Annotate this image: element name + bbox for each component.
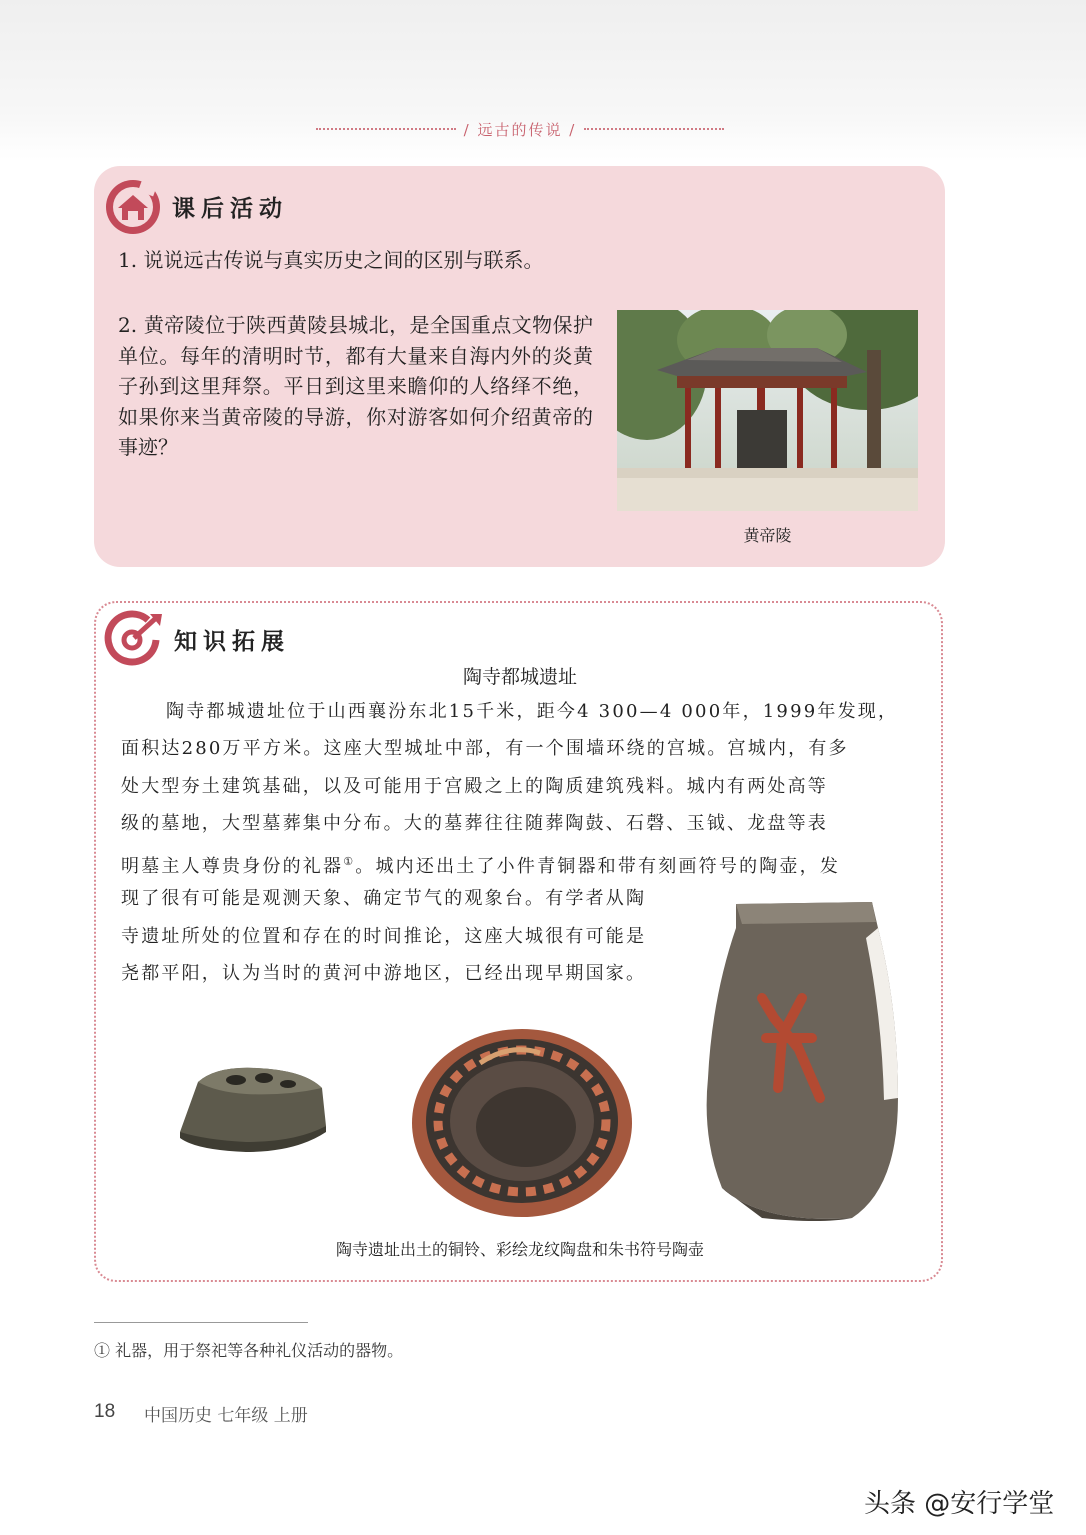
line-text: 明墓主人尊贵身份的礼器 bbox=[121, 856, 344, 877]
painted-dragon-plate-image bbox=[410, 1023, 634, 1219]
footnote: ① 礼器，用于祭祀等各种礼仪活动的器物。 bbox=[94, 1341, 404, 1360]
page-number: 18 bbox=[94, 1401, 116, 1422]
paragraph-line: 现了很有可能是观测天象、确定节气的观象台。有学者从陶 bbox=[121, 888, 647, 909]
chapter-header bbox=[300, 118, 740, 140]
paragraph-line: 面积达280万平方米。这座大型城址中部，有一个围墙环绕的宫城。宫城内，有多 bbox=[121, 738, 849, 759]
book-title: 中国历史 七年级 上册 bbox=[144, 1406, 308, 1426]
dotted-rule-left bbox=[316, 128, 456, 130]
knowledge-target-icon bbox=[104, 610, 164, 666]
chapter-title: / 远古的传说 / bbox=[463, 120, 577, 139]
paragraph-line: 陶寺都城遗址位于山西襄汾东北15千米，距今4 300—4 000年，1999年发现， bbox=[166, 701, 899, 722]
watermark: 头条 @安行学堂 bbox=[864, 1489, 1055, 1519]
activity-title: 课后活动 bbox=[172, 196, 288, 222]
knowledge-title: 知识拓展 bbox=[174, 629, 290, 655]
question-2: 2. 黄帝陵位于陕西黄陵县城北，是全国重点文物保护单位。每年的清明时节，都有大量来自海内外的炎黄子孙到这里拜祭。平日到这里来瞻仰的人络绎不绝，如果你来当黄帝陵的导游，你对游客如何介绍黄帝的事迹？ bbox=[118, 313, 593, 459]
footnote-mark: ① bbox=[343, 855, 356, 868]
inscribed-pottery-jar-image bbox=[702, 888, 904, 1222]
activity-house-icon bbox=[104, 178, 162, 236]
dotted-rule-right bbox=[584, 128, 724, 130]
paragraph-line: 级的墓地，大型墓葬集中分布。大的墓葬往往随葬陶鼓、石磬、玉钺、龙盘等表 bbox=[121, 813, 828, 834]
paragraph-line: 处大型夯土建筑基础，以及可能用于宫殿之上的陶质建筑残料。城内有两处高等 bbox=[121, 776, 828, 797]
question-1: 1. 说说远古传说与真实历史之间的区别与联系。 bbox=[118, 248, 544, 272]
footnote-rule bbox=[94, 1322, 308, 1323]
article-title: 陶寺都城遗址 bbox=[462, 666, 577, 688]
mausoleum-photo bbox=[617, 310, 918, 511]
mausoleum-caption: 黄帝陵 bbox=[743, 526, 792, 545]
paragraph-line: 寺遗址所处的位置和存在的时间推论，这座大城很有可能是 bbox=[121, 926, 647, 947]
line-text: 。城内还出土了小件青铜器和带有刻画符号的陶壶，发 bbox=[355, 856, 841, 877]
bronze-bell-image bbox=[176, 1062, 330, 1154]
paragraph-line: 尧都平阳，认为当时的黄河中游地区，已经出现早期国家。 bbox=[121, 963, 647, 984]
artifacts-caption: 陶寺遗址出土的铜铃、彩绘龙纹陶盘和朱书符号陶壶 bbox=[335, 1240, 704, 1259]
